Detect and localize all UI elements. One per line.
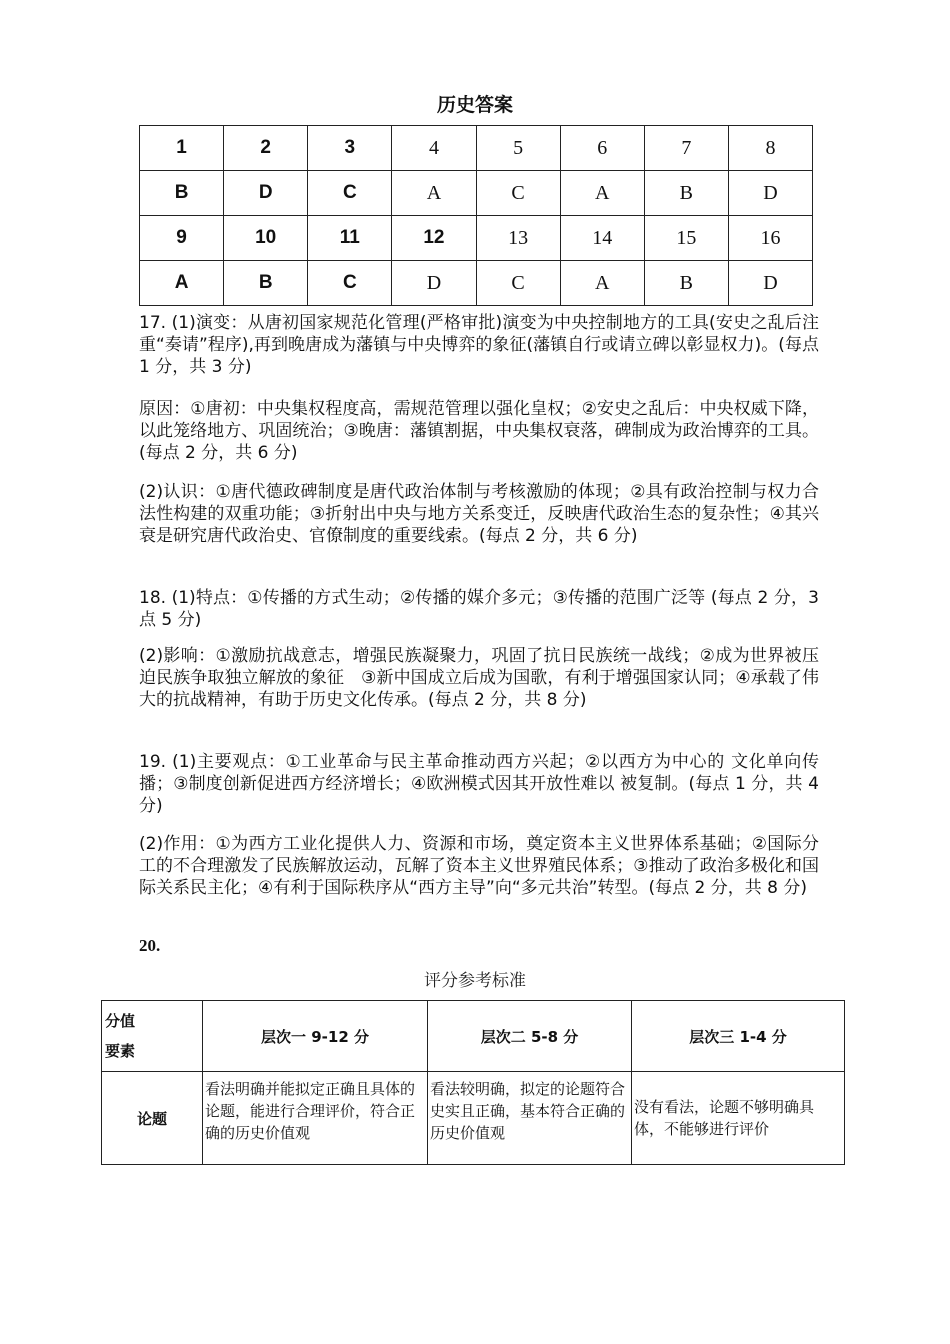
table-cell: 13: [476, 216, 560, 261]
table-cell: C: [308, 261, 392, 306]
table-cell: 4: [392, 126, 476, 171]
table-cell: 14: [560, 216, 644, 261]
table-cell: 6: [560, 126, 644, 171]
answer-19-part1: 19. (1)主要观点：①工业革命与民主革命推动西方兴起；②以西方为中心的 文化单向传播；③制度创新促进西方经济增长；④欧洲模式因其开放性难以 被复制。(每点 1 分，共 4 分): [139, 752, 819, 816]
rubric-corner-top: 分值: [105, 1012, 136, 1030]
table-cell: 5: [476, 126, 560, 171]
rubric-table: [101, 1000, 845, 1165]
table-row: [140, 216, 813, 261]
table-cell: 7: [644, 126, 728, 171]
rubric-cell-level3: 没有看法，论题不够明确具体，不能够进行评价: [632, 1072, 845, 1165]
rubric-header-level3: 层次三 1-4 分: [632, 1001, 845, 1072]
table-cell: A: [560, 261, 644, 306]
table-cell: C: [308, 171, 392, 216]
answer-17-part1: 17. (1)演变：从唐初国家规范化管理(严格审批)演变为中央控制地方的工具(安史之乱后注重“奏请”程序),再到晚唐成为藩镇与中央博弈的象征(藩镇自行或请立碑以彰显权力)。(每点 1 分，共 3 分): [139, 313, 819, 377]
table-cell: 11: [308, 216, 392, 261]
table-cell: 12: [392, 216, 476, 261]
table-cell: D: [224, 171, 308, 216]
rubric-header-level1: 层次一 9-12 分: [203, 1001, 428, 1072]
rubric-row-label: 论题: [102, 1072, 203, 1165]
table-cell: 2: [224, 126, 308, 171]
table-cell: A: [140, 261, 224, 306]
table-cell: 9: [140, 216, 224, 261]
table-row: [140, 171, 813, 216]
table-cell: 8: [728, 126, 812, 171]
answer-18-part2: (2)影响：①激励抗战意志，增强民族凝聚力，巩固了抗日民族统一战线；②成为世界被压迫民族争取独立解放的象征 ③新中国成立后成为国歌，有利于增强国家认同；④承载了伟大的抗战精神，有助于历史文化传承。(每点 2 分，共 8 分): [139, 646, 819, 710]
table-cell: B: [644, 171, 728, 216]
table-cell: A: [392, 171, 476, 216]
table-cell: C: [476, 261, 560, 306]
answer-17-part2: (2)认识：①唐代德政碑制度是唐代政治体制与考核激励的体现；②具有政治控制与权力合法性构建的双重功能；③折射出中央与地方关系变迁，反映唐代政治生态的复杂性；④其兴衰是研究唐代政治史、官僚制度的重要线索。(每点 2 分，共 6 分): [139, 482, 819, 546]
answer-18-part1: 18. (1)特点：①传播的方式生动；②传播的媒介多元；③传播的范围广泛等 (每点 2 分，3 点 5 分): [139, 588, 819, 630]
table-cell: C: [476, 171, 560, 216]
table-row: [102, 1001, 845, 1072]
rubric-header-level2: 层次二 5-8 分: [428, 1001, 632, 1072]
rubric-title: 评分参考标准: [424, 971, 526, 991]
table-cell: D: [728, 261, 812, 306]
table-cell: 3: [308, 126, 392, 171]
rubric-cell-level1: 看法明确并能拟定正确且具体的论题，能进行合理评价，符合正确的历史价值观: [203, 1072, 428, 1165]
rubric-cell-level2: 看法较明确，拟定的论题符合史实且正确，基本符合正确的历史价值观: [428, 1072, 632, 1165]
question-20-label: 20.: [139, 936, 161, 955]
page-title: 历史答案: [436, 94, 513, 116]
answer-19-part2: (2)作用：①为西方工业化提供人力、资源和市场，奠定资本主义世界体系基础；②国际分工的不合理激发了民族解放运动，瓦解了资本主义世界殖民体系；③推动了政治多极化和国际关系民主化；④有利于国际秩序从“西方主导”向“多元共治”转型。(每点 2 分，共 8 分): [139, 834, 819, 898]
table-row: [140, 261, 813, 306]
table-cell: 16: [728, 216, 812, 261]
table-cell: A: [560, 171, 644, 216]
table-row: [140, 126, 813, 171]
table-row: [102, 1072, 845, 1165]
table-cell: B: [644, 261, 728, 306]
answer-17-reasons: 原因：①唐初：中央集权程度高，需规范管理以强化皇权；②安史之乱后：中央权威下降，以此笼络地方、巩固统治；③晚唐：藩镇割据，中央集权衰落，碑制成为政治博弈的工具。(每点 2 分，共 6 分): [139, 399, 819, 463]
rubric-corner-bottom: 要素: [105, 1042, 136, 1060]
answer-table: [139, 125, 813, 306]
table-cell: B: [140, 171, 224, 216]
table-cell: D: [728, 171, 812, 216]
table-cell: 1: [140, 126, 224, 171]
table-cell: B: [224, 261, 308, 306]
table-cell: D: [392, 261, 476, 306]
table-cell: 10: [224, 216, 308, 261]
rubric-corner-cell: [102, 1001, 203, 1072]
table-cell: 15: [644, 216, 728, 261]
